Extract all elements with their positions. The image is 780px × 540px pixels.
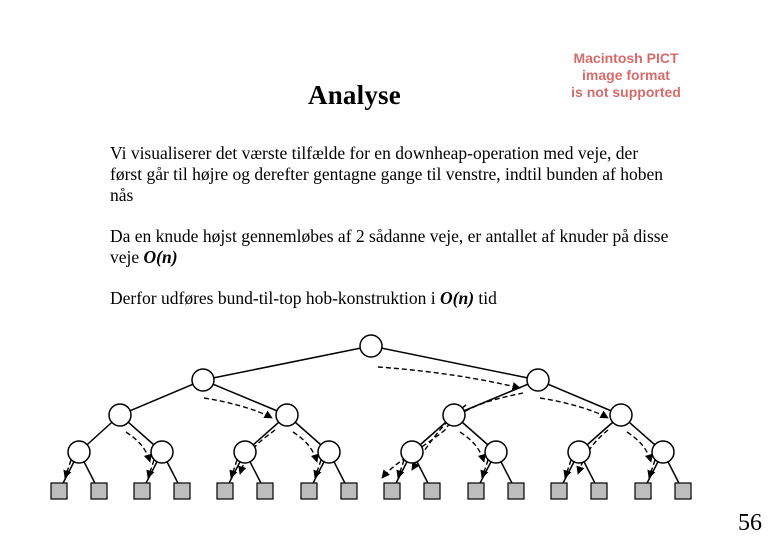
downheap-path-arrow	[627, 432, 651, 462]
paragraph-conclusion-suffix: tid	[474, 288, 497, 308]
heap-leaf	[468, 483, 484, 499]
downheap-path-arrow	[293, 432, 317, 462]
heap-node	[360, 335, 382, 357]
heap-node	[652, 441, 674, 463]
heap-node	[485, 441, 507, 463]
tree-edge	[120, 380, 203, 415]
pict-line-1: Macintosh PICT	[573, 50, 679, 66]
pict-line-2: image format	[582, 67, 670, 83]
heap-node	[68, 441, 90, 463]
heap-leaf	[675, 483, 691, 499]
tree-edge	[203, 346, 371, 380]
paragraph-worst-case: Vi visualiserer det værste tilfælde for en downheap-operation med veje, der først går til højre og derefter gentagne gange til venstre, indtil bunden af hoben nås	[110, 143, 664, 205]
heap-node	[151, 441, 173, 463]
heap-node	[234, 441, 256, 463]
heap-node	[401, 441, 423, 463]
heap-leaf	[551, 483, 567, 499]
paragraph-conclusion-text: Derfor udføres bund-til-top hob-konstruktion i	[110, 288, 441, 308]
downheap-paths	[65, 367, 655, 478]
heap-leaf	[341, 483, 357, 499]
heap-leaf	[134, 483, 150, 499]
heap-leaf	[51, 483, 67, 499]
downheap-path-arrow	[460, 432, 484, 462]
heap-leaf	[591, 483, 607, 499]
page-number: 56	[738, 510, 762, 536]
heap-node	[276, 404, 298, 426]
tree-edge	[538, 380, 621, 415]
slide-title: Analyse	[308, 80, 401, 110]
tree-edge	[203, 380, 287, 415]
heap-leaf	[384, 483, 400, 499]
heap-leaf	[217, 483, 233, 499]
pict-line-3: is not supported	[571, 84, 681, 100]
tree-nodes	[51, 335, 691, 499]
heap-leaf	[635, 483, 651, 499]
paragraph-node-count-text: Da en knude højst gennemløbes af 2 sådanne veje, er antallet af knuder på disse veje	[110, 226, 669, 267]
tree-edges	[59, 346, 683, 491]
heap-leaf	[257, 483, 273, 499]
downheap-path-arrow	[126, 432, 150, 462]
downheap-path-arrow	[540, 398, 608, 418]
heap-node	[318, 441, 340, 463]
heap-node	[610, 404, 632, 426]
heap-node	[109, 404, 131, 426]
heap-leaf	[91, 483, 107, 499]
heap-node	[192, 369, 214, 391]
complexity-expression-2: O(n)	[440, 288, 475, 308]
downheap-path-arrow	[378, 367, 520, 388]
tree-edge	[371, 346, 538, 380]
heap-leaf	[508, 483, 524, 499]
heap-leaf	[174, 483, 190, 499]
downheap-path-arrow	[204, 398, 272, 418]
complexity-expression: O(n)	[143, 247, 178, 267]
heap-node	[568, 441, 590, 463]
heap-node	[527, 369, 549, 391]
heap-node	[443, 404, 465, 426]
heap-leaf	[424, 483, 440, 499]
heap-leaf	[301, 483, 317, 499]
